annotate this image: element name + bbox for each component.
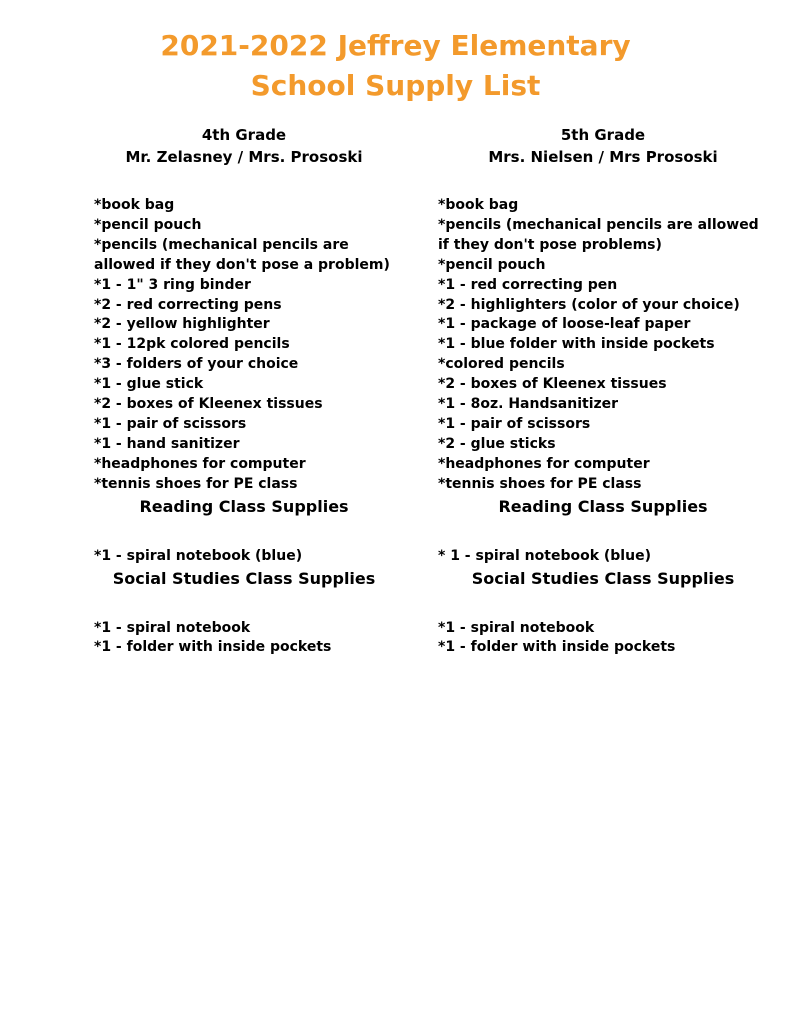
list-item: *1 - red correcting pen [438,276,618,293]
title-line-2: School Supply List [250,69,541,102]
reading-list [94,547,394,567]
list-item: * 1 - spiral notebook (blue) [438,547,651,564]
column-4th-grade [94,124,394,658]
list-item: *1 - 12pk colored pencils [94,336,290,353]
list-item: *headphones for computer [438,455,650,472]
list-item: *1 - glue stick [94,376,204,393]
list-item: *1 - spiral notebook [438,619,595,636]
column-5th-grade [438,124,768,658]
list-item: *1 - 1" 3 ring binder [94,276,251,293]
teacher-names: Mrs. Nielsen / Mrs Prososki [488,148,718,166]
list-item: *1 - spiral notebook (blue) [94,547,303,564]
list-item: *1 - folder with inside pockets [438,639,676,656]
grade-label: 5th Grade [560,126,646,144]
social-studies-list [94,619,394,659]
list-item: *1 - 8oz. Handsanitizer [438,396,619,413]
page-title [0,26,791,106]
social-studies-heading: Social Studies Class Supplies [112,568,376,588]
list-item: *tennis shoes for PE class [94,475,298,492]
list-item: *2 - boxes of Kleenex tissues [438,376,667,393]
social-studies-list [438,619,768,659]
list-item: *book bag [438,197,519,213]
list-item: *tennis shoes for PE class [438,475,642,492]
list-item: *2 - red correcting pens [94,296,282,313]
list-item: *1 - spiral notebook [94,619,251,636]
reading-heading: Reading Class Supplies [139,496,349,516]
title-line-1: 2021-2022 Jeffrey Elementary [160,29,631,62]
list-item: *3 - folders of your choice [94,356,299,373]
social-studies-heading: Social Studies Class Supplies [471,568,735,588]
list-item: *2 - yellow highlighter [94,316,270,333]
list-item: *pencils (mechanical pencils are allowed if they don't pose problems) [438,216,759,253]
list-item: *1 - pair of scissors [438,415,591,432]
reading-heading: Reading Class Supplies [498,496,708,516]
teacher-names: Mr. Zelasney / Mrs. Prososki [125,148,363,166]
list-item: *1 - pair of scissors [94,415,247,432]
supply-list [94,196,394,495]
list-item: *2 - highlighters (color of your choice) [438,296,740,313]
list-item: *2 - glue sticks [438,435,556,452]
list-item: *book bag [94,197,175,213]
list-item: *2 - boxes of Kleenex tissues [94,396,323,413]
list-item: *1 - folder with inside pockets [94,639,332,656]
list-item: *pencil pouch [438,256,546,273]
list-item: *1 - blue folder with inside pockets [438,336,715,353]
supply-list [438,196,768,495]
list-item: *pencils (mechanical pencils are allowed if they don't pose a problem) [94,236,390,273]
list-item: *pencil pouch [94,216,202,233]
reading-list [438,547,768,567]
list-item: *1 - hand sanitizer [94,435,240,452]
list-item: *colored pencils [438,356,565,373]
list-item: *1 - package of loose-leaf paper [438,316,691,333]
grade-label: 4th Grade [201,126,287,144]
column-header [438,124,768,168]
list-item: *headphones for computer [94,455,306,472]
column-header [94,124,394,168]
